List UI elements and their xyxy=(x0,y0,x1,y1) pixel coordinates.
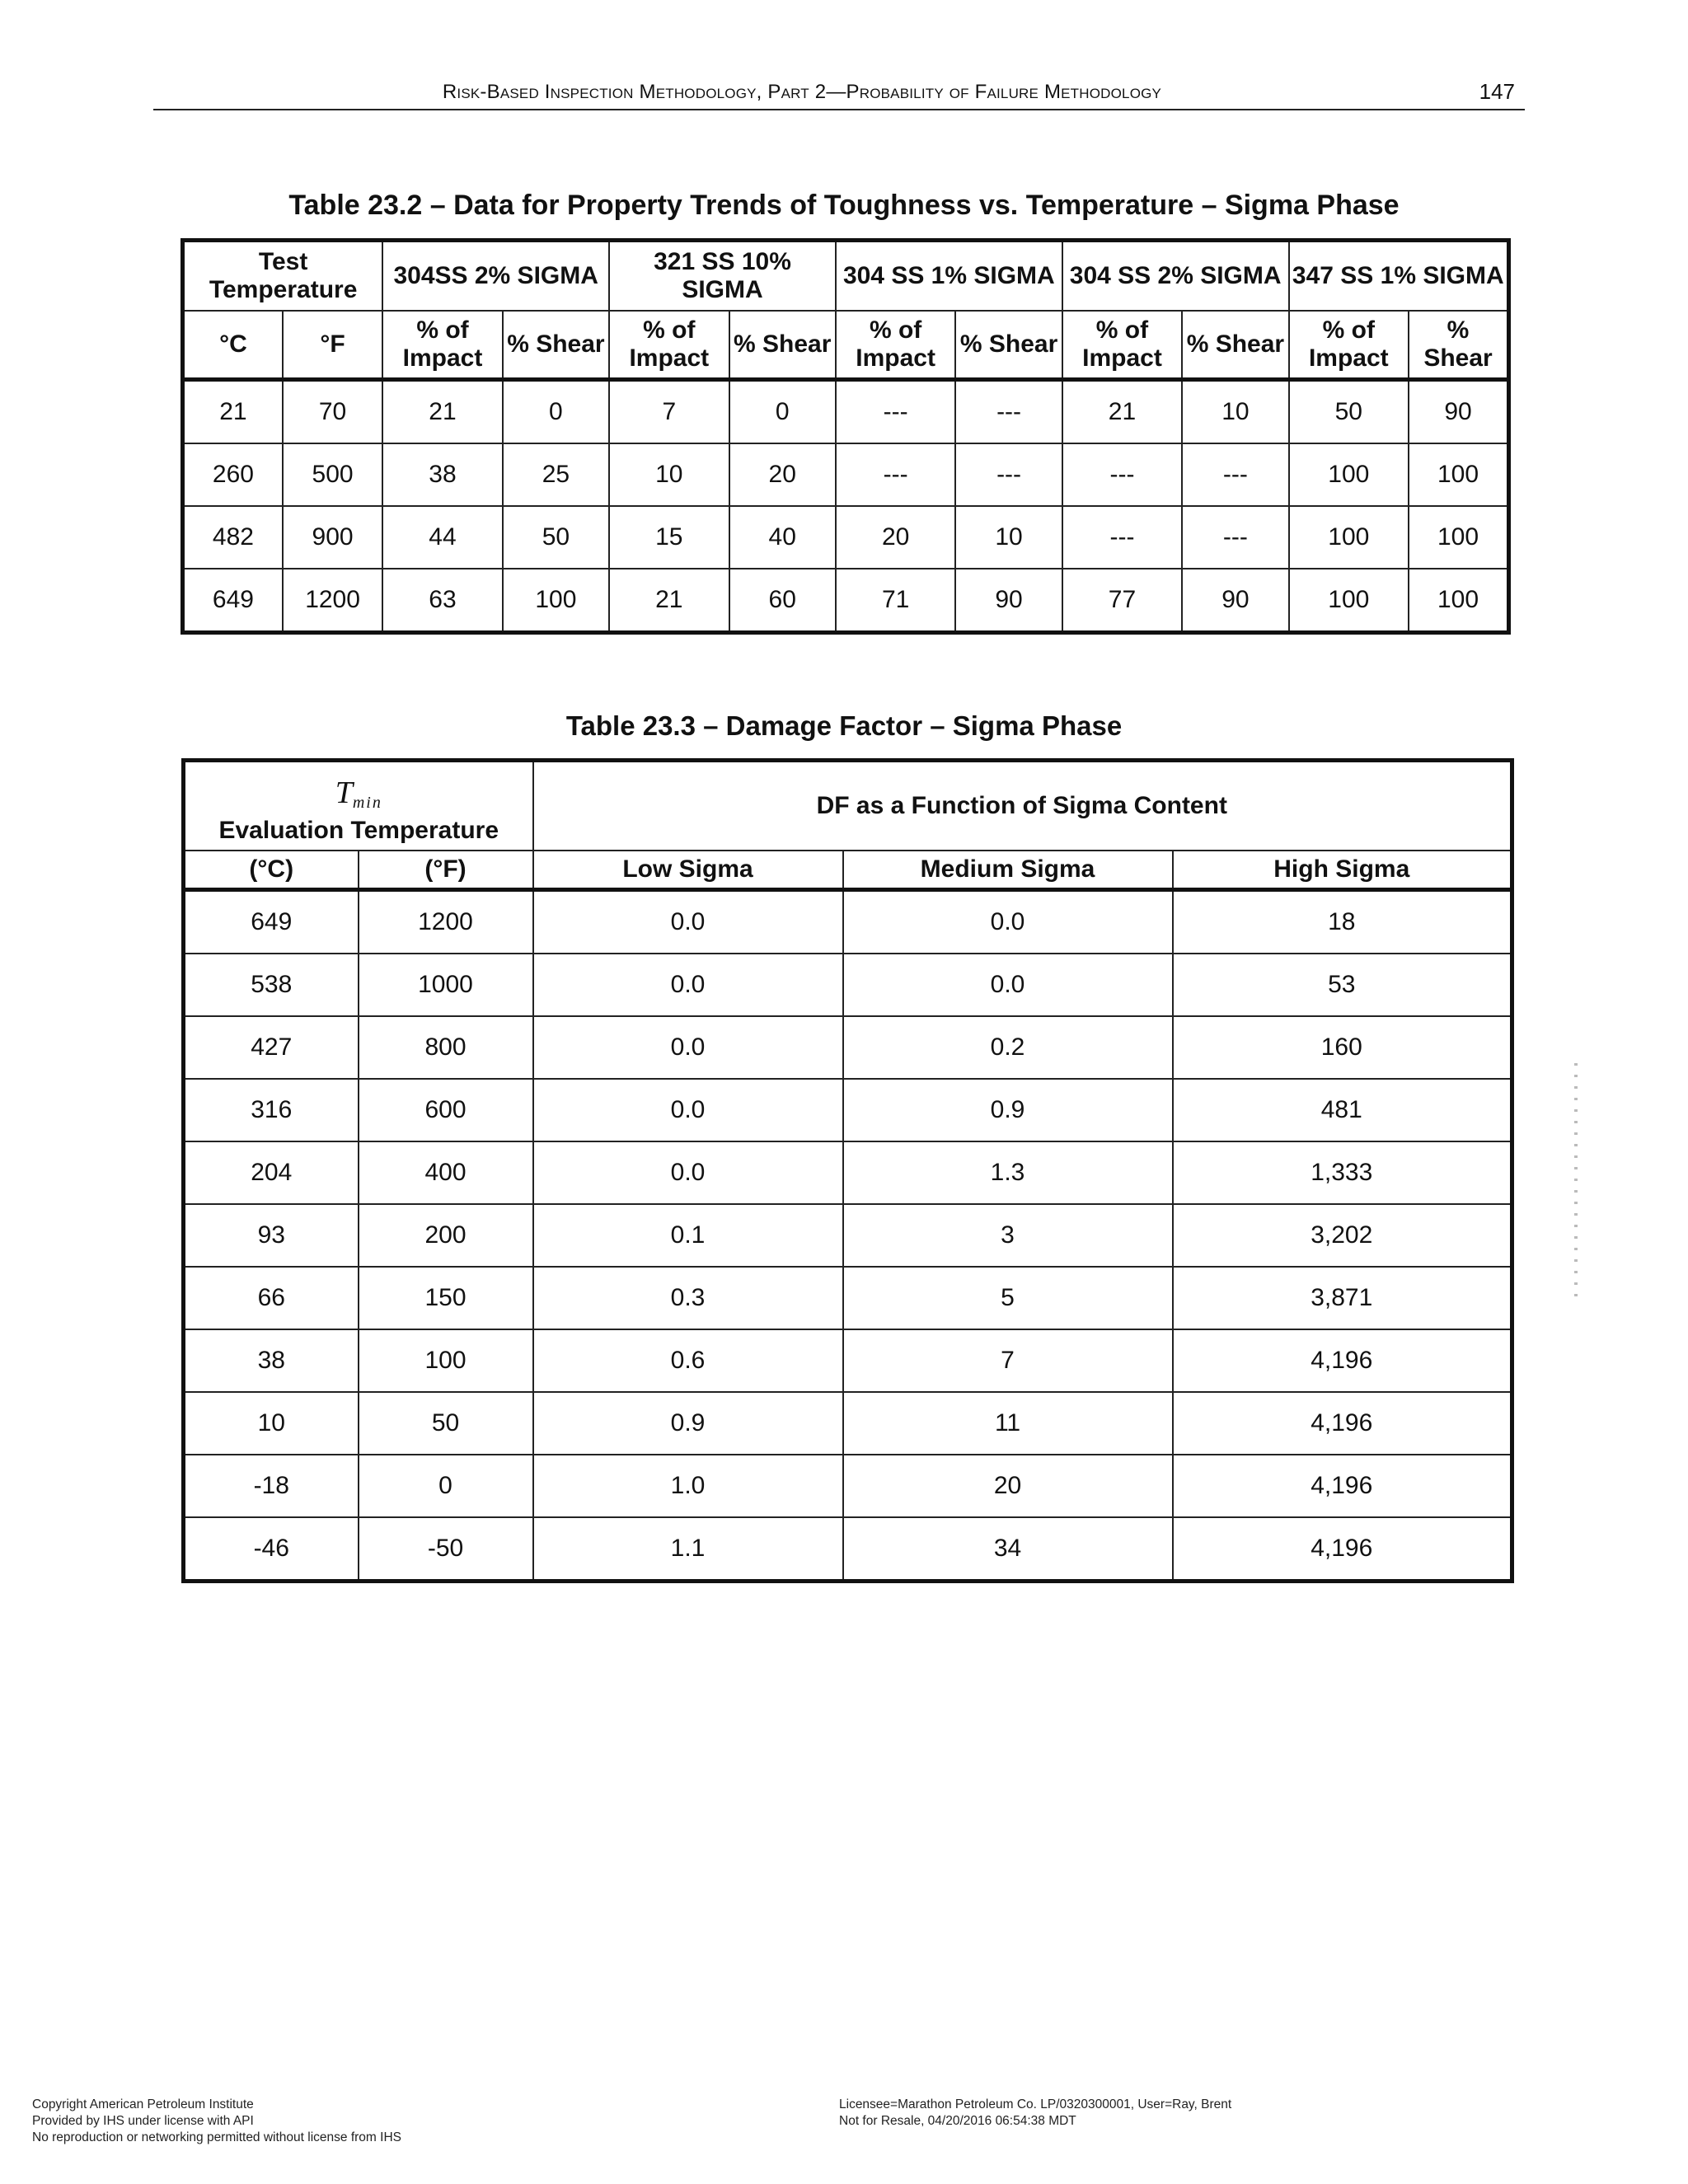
running-title-part-2: Probability of Failure Methodology xyxy=(846,81,1162,103)
tmin-subscript: min xyxy=(352,794,382,813)
table-row xyxy=(184,1392,1512,1455)
page-number: 147 xyxy=(1479,79,1515,104)
table-cell: 18 xyxy=(1173,890,1512,954)
table-cell: 90 xyxy=(955,569,1062,633)
table-cell: 100 xyxy=(503,569,609,633)
table-cell: 200 xyxy=(359,1204,533,1267)
table-row xyxy=(184,1517,1512,1582)
table-cell: 44 xyxy=(382,506,502,569)
table-cell: 1000 xyxy=(359,954,533,1016)
table-cell: 0.0 xyxy=(533,1079,843,1141)
table-23-2 xyxy=(181,238,1511,635)
table-cell: 50 xyxy=(359,1392,533,1455)
table-cell: 38 xyxy=(382,443,502,506)
table-cell: 4,196 xyxy=(1173,1329,1512,1392)
footer-licensee xyxy=(839,2097,1231,2130)
table-23-2-caption: Table 23.2 – Data for Property Trends of Toughness vs. Temperature – Sigma Phase xyxy=(288,190,1400,221)
footer-left-line: Provided by IHS under license with API xyxy=(32,2114,254,2128)
table-cell: 71 xyxy=(836,569,955,633)
table-cell: 50 xyxy=(1289,380,1409,444)
table-cell: 1.0 xyxy=(533,1455,843,1517)
table-cell: 66 xyxy=(184,1267,359,1329)
header-material-5: 347 SS 1% SIGMA xyxy=(1289,241,1509,312)
table-cell: 10 xyxy=(184,1392,359,1455)
table-cell: 0 xyxy=(503,380,609,444)
table-cell: 204 xyxy=(184,1141,359,1204)
table-row xyxy=(184,1079,1512,1141)
table-cell: 90 xyxy=(1409,380,1508,444)
table-23-3 xyxy=(181,758,1514,1583)
table-cell: 0.0 xyxy=(533,890,843,954)
table-row xyxy=(183,380,1509,444)
table-cell: 900 xyxy=(283,506,382,569)
header-material-2: 321 SS 10% SIGMA xyxy=(609,241,836,312)
table-row xyxy=(184,1267,1512,1329)
table-cell: 0 xyxy=(729,380,836,444)
table-cell: --- xyxy=(1182,443,1288,506)
table-row xyxy=(183,506,1509,569)
table-cell: 15 xyxy=(609,506,729,569)
table-cell: 4,196 xyxy=(1173,1392,1512,1455)
header-impact: % of Impact xyxy=(609,311,729,380)
header-test-temperature: Test Temperature xyxy=(183,241,383,312)
table-cell: 538 xyxy=(184,954,359,1016)
table-cell: --- xyxy=(1062,443,1182,506)
table-cell: 1.1 xyxy=(533,1517,843,1582)
table-cell: 100 xyxy=(1409,506,1508,569)
table-cell: 1.3 xyxy=(843,1141,1173,1204)
table-cell: 100 xyxy=(1289,443,1409,506)
table-cell: 38 xyxy=(184,1329,359,1392)
table-cell: 1200 xyxy=(359,890,533,954)
table-row xyxy=(184,1329,1512,1392)
header-medium-sigma: Medium Sigma xyxy=(843,851,1173,890)
table-cell: --- xyxy=(836,380,955,444)
table-cell: 1200 xyxy=(283,569,382,633)
table-cell: 0.9 xyxy=(843,1079,1173,1141)
table-cell: 0.0 xyxy=(533,954,843,1016)
table-cell: 260 xyxy=(183,443,283,506)
header-temp-c: °C xyxy=(183,311,283,380)
table-cell: --- xyxy=(955,443,1062,506)
table-cell: 0.0 xyxy=(843,954,1173,1016)
table-cell: --- xyxy=(955,380,1062,444)
running-title-dash: — xyxy=(826,81,846,103)
table-cell: 481 xyxy=(1173,1079,1512,1141)
table-cell: 4,196 xyxy=(1173,1455,1512,1517)
table-cell: 20 xyxy=(836,506,955,569)
table-cell: 160 xyxy=(1173,1016,1512,1079)
tmin-symbol xyxy=(185,776,532,812)
table-cell: 21 xyxy=(1062,380,1182,444)
table-row xyxy=(184,1016,1512,1079)
footer-right-line: Not for Resale, 04/20/2016 06:54:38 MDT xyxy=(839,2114,1076,2128)
table-cell: 4,196 xyxy=(1173,1517,1512,1582)
table-cell: 21 xyxy=(609,569,729,633)
table-cell: 0.1 xyxy=(533,1204,843,1267)
table-row xyxy=(184,1455,1512,1517)
header-impact: % of Impact xyxy=(1062,311,1182,380)
table-cell: 40 xyxy=(729,506,836,569)
table-cell: 7 xyxy=(843,1329,1173,1392)
table-cell: 316 xyxy=(184,1079,359,1141)
table-row xyxy=(184,1141,1512,1204)
table-cell: 5 xyxy=(843,1267,1173,1329)
running-title-part-1: Risk-Based Inspection Methodology, Part 2 xyxy=(442,81,827,103)
table-cell: --- xyxy=(1062,506,1182,569)
table-cell: 7 xyxy=(609,380,729,444)
table-cell: -50 xyxy=(359,1517,533,1582)
table-cell: 0.0 xyxy=(843,890,1173,954)
footer-right-line: Licensee=Marathon Petroleum Co. LP/0320300001, User=Ray, Brent xyxy=(839,2097,1232,2111)
table-cell: 3,871 xyxy=(1173,1267,1512,1329)
table-cell: 800 xyxy=(359,1016,533,1079)
table-cell: 427 xyxy=(184,1016,359,1079)
table-cell: 0.2 xyxy=(843,1016,1173,1079)
eval-temp-label: Evaluation Temperature xyxy=(218,817,499,845)
table-cell: 34 xyxy=(843,1517,1173,1582)
table-cell: --- xyxy=(1182,506,1288,569)
header-shear: % Shear xyxy=(1409,311,1508,380)
header-evaluation-temperature xyxy=(184,761,533,851)
table-cell: 0.0 xyxy=(533,1016,843,1079)
table-cell: 25 xyxy=(503,443,609,506)
table-cell: 600 xyxy=(359,1079,533,1141)
header-shear: % Shear xyxy=(1182,311,1288,380)
table-cell: 11 xyxy=(843,1392,1173,1455)
table-cell: 10 xyxy=(609,443,729,506)
scan-edge-mark xyxy=(1574,1063,1578,1302)
running-header xyxy=(153,77,1525,110)
table-cell: -18 xyxy=(184,1455,359,1517)
header-shear: % Shear xyxy=(503,311,609,380)
table-cell: 0.0 xyxy=(533,1141,843,1204)
table-23-2-body xyxy=(183,380,1509,633)
table-cell: 649 xyxy=(183,569,283,633)
header-material-3: 304 SS 1% SIGMA xyxy=(836,241,1062,312)
header-df-function: DF as a Function of Sigma Content xyxy=(533,761,1512,851)
running-title xyxy=(153,81,1451,104)
tmin-letter: T xyxy=(335,776,353,811)
header-impact: % of Impact xyxy=(1289,311,1409,380)
table-cell: 0.3 xyxy=(533,1267,843,1329)
table-cell: 53 xyxy=(1173,954,1512,1016)
header-shear: % Shear xyxy=(955,311,1062,380)
table-cell: 100 xyxy=(1289,506,1409,569)
header-temp-f: (°F) xyxy=(359,851,533,890)
table-row xyxy=(184,954,1512,1016)
table-cell: 150 xyxy=(359,1267,533,1329)
header-temp-f: °F xyxy=(283,311,382,380)
table-cell: 3 xyxy=(843,1204,1173,1267)
header-high-sigma: High Sigma xyxy=(1173,851,1512,890)
table-cell: 0 xyxy=(359,1455,533,1517)
footer-left-line: No reproduction or networking permitted without license from IHS xyxy=(32,2130,401,2144)
table-cell: 100 xyxy=(1289,569,1409,633)
table-cell: 10 xyxy=(1182,380,1288,444)
header-impact: % of Impact xyxy=(382,311,502,380)
header-material-4: 304 SS 2% SIGMA xyxy=(1062,241,1289,312)
table-cell: 0.9 xyxy=(533,1392,843,1455)
table-cell: 63 xyxy=(382,569,502,633)
table-cell: 90 xyxy=(1182,569,1288,633)
table-cell: 50 xyxy=(503,506,609,569)
footer-copyright xyxy=(32,2097,401,2146)
table-cell: 10 xyxy=(955,506,1062,569)
table-cell: 0.6 xyxy=(533,1329,843,1392)
table-cell: 500 xyxy=(283,443,382,506)
footer-left-line: Copyright American Petroleum Institute xyxy=(32,2097,254,2111)
table-cell: 100 xyxy=(359,1329,533,1392)
table-cell: 70 xyxy=(283,380,382,444)
table-cell: 3,202 xyxy=(1173,1204,1512,1267)
table-row xyxy=(183,569,1509,633)
table-23-3-caption: Table 23.3 – Damage Factor – Sigma Phase xyxy=(565,710,1123,741)
table-cell: 400 xyxy=(359,1141,533,1204)
table-cell: --- xyxy=(836,443,955,506)
table-cell: -46 xyxy=(184,1517,359,1582)
table-23-3-body xyxy=(184,890,1512,1582)
table-row xyxy=(183,443,1509,506)
table-cell: 93 xyxy=(184,1204,359,1267)
table-cell: 482 xyxy=(183,506,283,569)
header-shear: % Shear xyxy=(729,311,836,380)
table-cell: 20 xyxy=(843,1455,1173,1517)
table-cell: 21 xyxy=(382,380,502,444)
table-cell: 21 xyxy=(183,380,283,444)
table-cell: 20 xyxy=(729,443,836,506)
table-cell: 100 xyxy=(1409,569,1508,633)
header-temp-c: (°C) xyxy=(184,851,359,890)
table-row xyxy=(184,1204,1512,1267)
table-cell: 60 xyxy=(729,569,836,633)
header-low-sigma: Low Sigma xyxy=(533,851,843,890)
table-cell: 100 xyxy=(1409,443,1508,506)
header-impact: % of Impact xyxy=(836,311,955,380)
table-row xyxy=(184,890,1512,954)
table-cell: 649 xyxy=(184,890,359,954)
table-cell: 77 xyxy=(1062,569,1182,633)
table-cell: 1,333 xyxy=(1173,1141,1512,1204)
header-material-1: 304SS 2% SIGMA xyxy=(382,241,609,312)
